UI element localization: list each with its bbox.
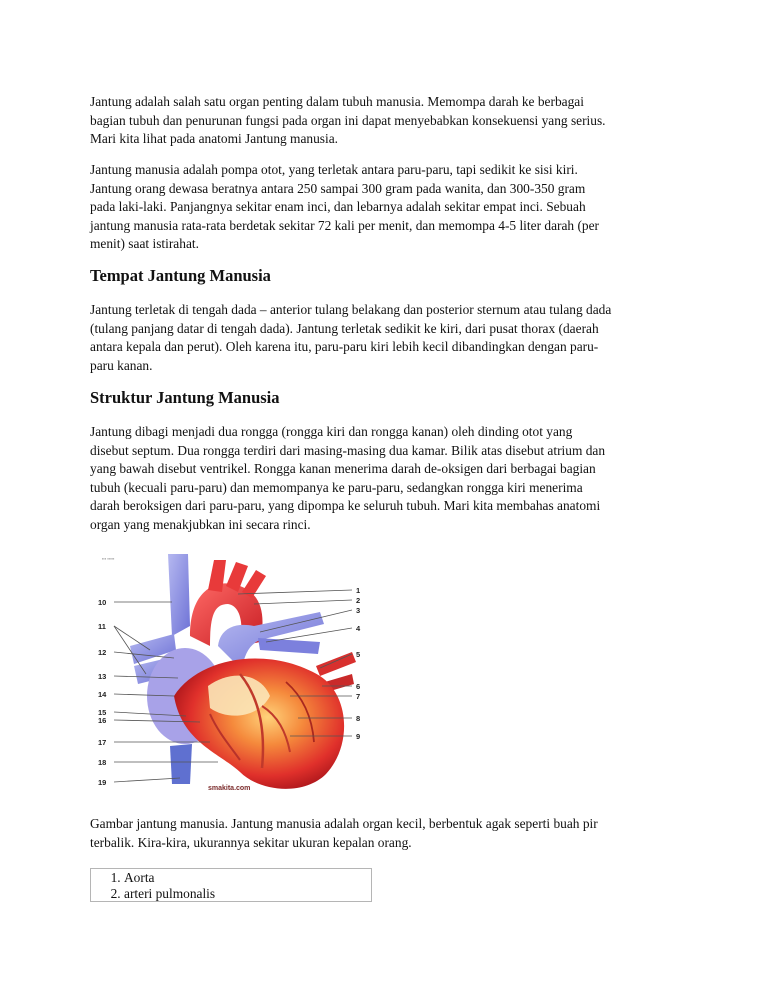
figure-label: 4 — [356, 624, 361, 633]
figure-label: 12 — [98, 648, 107, 657]
figure-label: 8 — [356, 714, 361, 723]
text-line: terbalik. Kira-kira, ukurannya sekitar ukuran kepalan orang. — [90, 834, 412, 850]
text-line: Mari kita lihat pada anatomi Jantung manusia. — [90, 131, 339, 146]
paragraph-intro — [90, 93, 680, 149]
heart-anatomy-figure — [90, 546, 373, 794]
figure-label: 9 — [356, 732, 361, 741]
figure-label: 2 — [356, 596, 361, 605]
text-line: Jantung dibagi menjadi dua rongga (rongga kiri dan rongga kanan) oleh dinding otot yang — [90, 424, 573, 439]
figure-credit-mark: ▪▪▪ ▪▪▪▪▪ — [102, 556, 115, 561]
text-line: darah beroksigen dari paru-paru, yang dipompa ke seluruh tubuh. Mari kita membahas anatomi — [90, 498, 601, 513]
figure-label: 15 — [98, 708, 107, 717]
figure-label: 19 — [98, 778, 107, 787]
figure-label: 11 — [98, 622, 106, 631]
heart-illustration — [90, 546, 373, 794]
text-line: Jantung terletak di tengah dada – anterior tulang belakang dan posterior sternum atau tulang dada — [90, 302, 612, 317]
figure-label: 7 — [356, 692, 361, 701]
text-line: pada laki-laki. Panjangnya sekitar enam inci, dan lebarnya adalah sekitar empat inci. Sebuah — [90, 199, 586, 214]
figure-label: 6 — [356, 682, 361, 691]
paragraph-structure — [90, 423, 680, 534]
figure-caption — [90, 815, 680, 852]
figure-label: 16 — [98, 716, 107, 725]
text-line: Gambar jantung manusia. Jantung manusia adalah organ kecil, berbentuk agak seperti buah pir — [90, 816, 598, 831]
text-line: tubuh (kecuali paru-paru) dan memompanya ke paru-paru, sedangkan rongga kiri menerima — [90, 479, 583, 495]
figure-watermark: smakita.com — [208, 785, 251, 792]
figure-label: 17 — [98, 738, 107, 747]
figure-label: 18 — [98, 758, 107, 767]
text-line: Jantung adalah salah satu organ penting dalam tubuh manusia. Memompa darah ke berbagai — [90, 94, 584, 109]
text-line: disebut septum. Dua rongga terdiri dari masing-masing dua kamar. Bilik atas disebut atrium dan — [90, 442, 606, 458]
figure-label: 10 — [98, 598, 107, 607]
text-line: Jantung orang dewasa beratnya antara 250 sampai 300 gram pada wanita, dan 300-350 gram — [90, 180, 586, 196]
text-line: antara kepala dan perut). Oleh karena itu, paru-paru kiri lebih kecil dibandingkan dengan paru- — [90, 339, 599, 354]
text-line: Jantung manusia adalah pompa otot, yang terletak antara paru-paru, tapi sedikit ke sisi kiri. — [90, 162, 578, 177]
text-line: bagian tubuh dan penurunan fungsi pada organ ini dapat menyebabkan konsekuensi yang serius. — [90, 112, 606, 128]
text-line: jantung manusia rata-rata berdetak sekitar 72 kali per menit, dan memompa 4-5 liter darah (per — [90, 217, 600, 233]
list-item: 1. Aorta — [124, 870, 215, 886]
figure-label: 3 — [356, 606, 361, 615]
numbered-list — [91, 870, 215, 901]
text-line: paru kanan. — [90, 357, 153, 373]
paragraph-heart-description — [90, 161, 680, 254]
heading-struktur-jantung: Struktur Jantung Manusia — [90, 388, 280, 407]
figure-label: 5 — [356, 650, 361, 659]
heading-tempat-jantung: Tempat Jantung Manusia — [90, 266, 271, 285]
text-line: yang bawah disebut ventrikel. Rongga kanan menerima darah de-oksigen dari berbagai bagian — [90, 461, 596, 476]
figure-label: 1 — [356, 586, 361, 595]
text-line: organ yang menakjubkan ini secara rinci. — [90, 516, 311, 532]
text-line: (tulang panjang datar di tengah dada). Jantung terletak sedikit ke kiri, dari pusat thorax (daerah — [90, 320, 599, 336]
figure-label: 13 — [98, 672, 107, 681]
figure-label: 14 — [98, 690, 107, 699]
paragraph-location — [90, 301, 680, 375]
text-line: menit) saat istirahat. — [90, 236, 199, 251]
list-item: 2. arteri pulmonalis — [124, 886, 215, 902]
numbered-list-box — [90, 868, 372, 902]
